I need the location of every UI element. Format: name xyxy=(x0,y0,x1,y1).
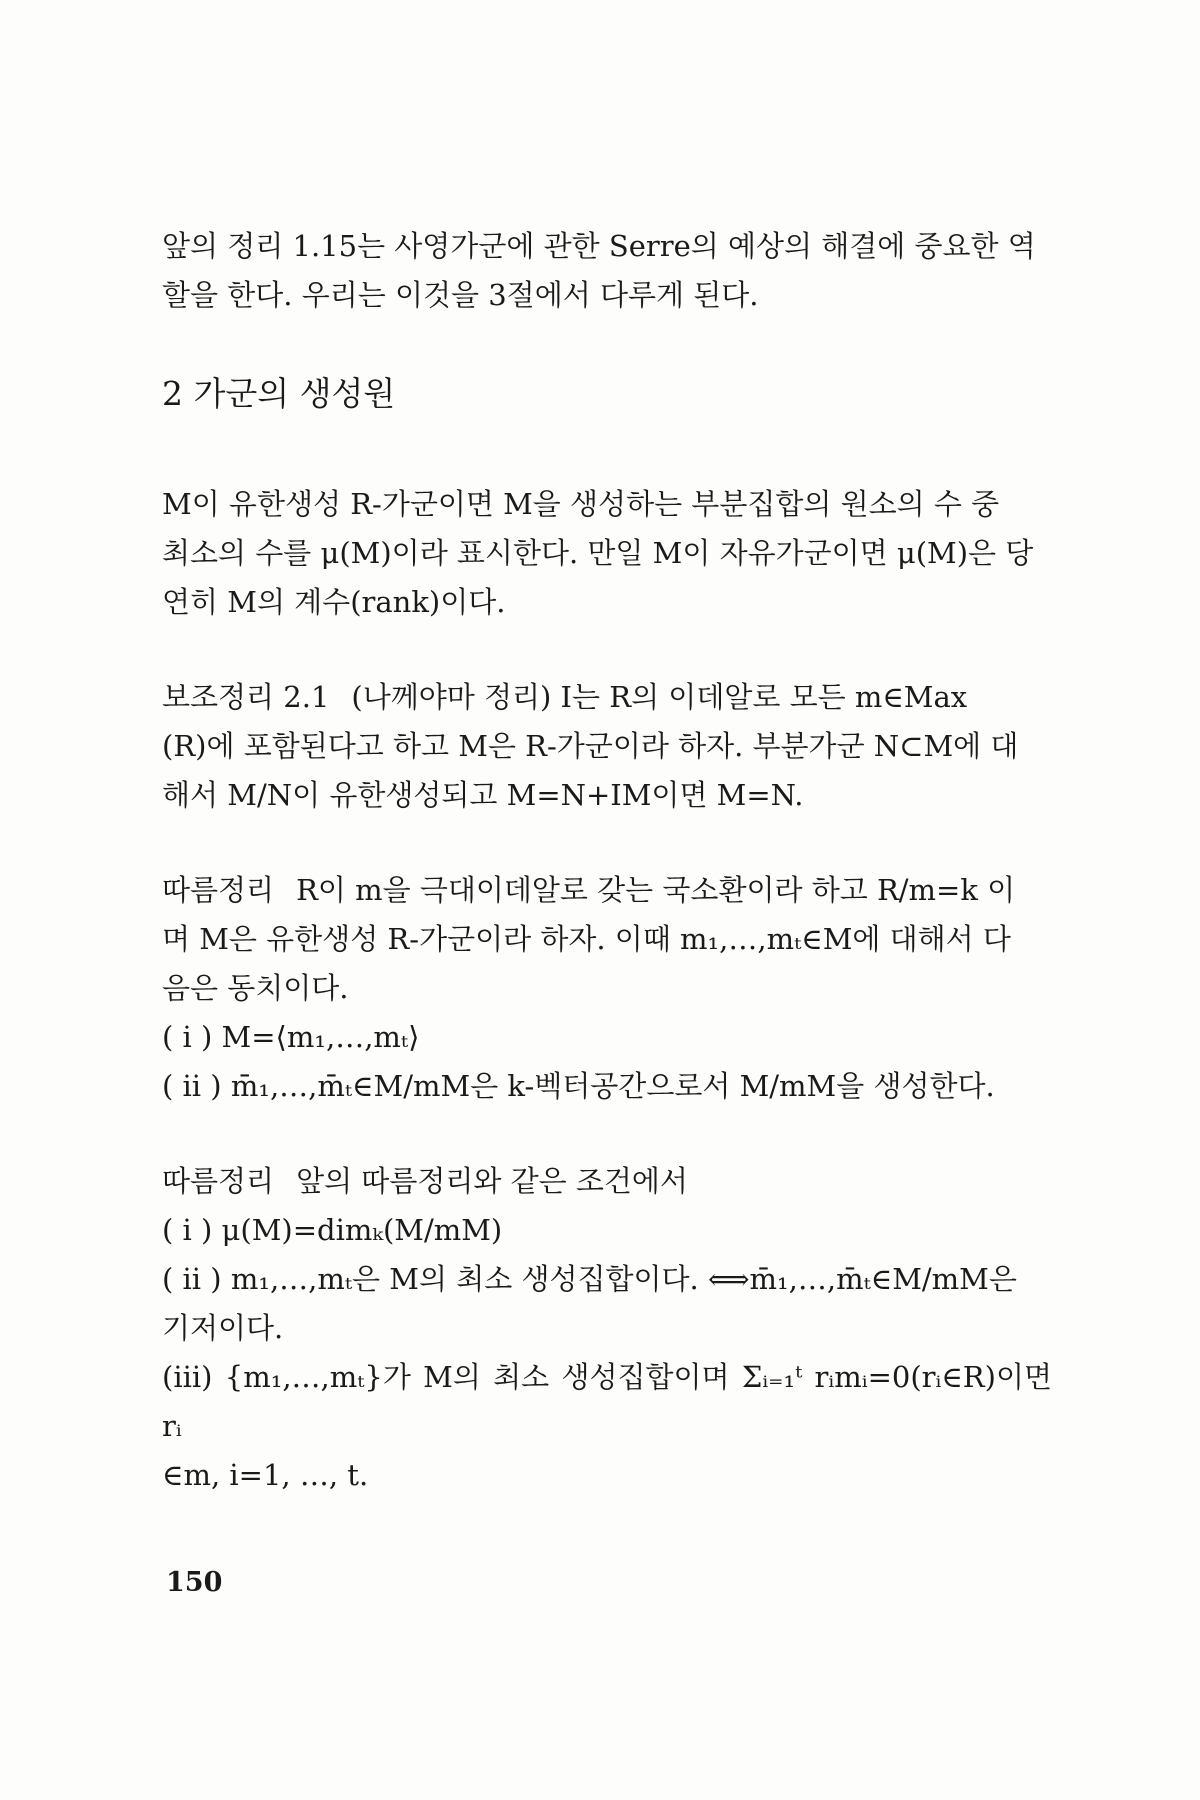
lemma-line: (R)에 포함된다고 하고 M은 R-가군이라 하자. 부분가군 N⊂M에 대 xyxy=(162,729,1019,763)
page-body xyxy=(162,222,1052,1546)
text-line: 최소의 수를 μ(M)이라 표시한다. 만일 M이 자유가군이면 μ(M)은 당 xyxy=(162,536,1034,570)
corollary-line: 며 M은 유한생성 R-가군이라 하자. 이때 m₁,…,mₜ∈M에 대해서 다 xyxy=(162,922,1011,956)
text-line: 연히 M의 계수(rank)이다. xyxy=(162,585,506,619)
corollary-2-block xyxy=(162,1157,1052,1500)
corollary-item-continuation: ∈m, i=1, …, t. xyxy=(162,1458,369,1492)
intro-paragraph xyxy=(162,222,1052,320)
corollary-item: ( i ) M=⟨m₁,…,mₜ⟩ xyxy=(162,1020,420,1054)
text-line: 할을 한다. 우리는 이것을 3절에서 다루게 된다. xyxy=(162,278,759,312)
corollary-line: R이 m을 극대이데알로 갖는 국소환이라 하고 R/m=k 이 xyxy=(296,873,1016,907)
lemma-block xyxy=(162,673,1052,820)
corollary-item: ( i ) μ(M)=dimₖ(M/mM) xyxy=(162,1213,503,1247)
text-line xyxy=(162,866,1052,915)
corollary-label: 따름정리 xyxy=(162,1164,275,1198)
corollary-item-continuation: 기저이다. xyxy=(162,1311,284,1345)
lemma-line: (나께야마 정리) I는 R의 이데알로 모든 m∈Max xyxy=(351,680,968,714)
lemma-line: 해서 M/N이 유한생성되고 M=N+IM이면 M=N. xyxy=(162,778,804,812)
corollary-1-block xyxy=(162,866,1052,1111)
text-line: M이 유한생성 R-가군이면 M을 생성하는 부분집합의 원소의 수 중 xyxy=(162,487,1000,521)
section-title: 2 가군의 생성원 xyxy=(162,374,396,413)
corollary-line: 음은 동치이다. xyxy=(162,971,349,1005)
page-number: 150 xyxy=(166,1567,223,1598)
corollary-intro: 앞의 따름정리와 같은 조건에서 xyxy=(296,1164,688,1198)
corollary-label: 따름정리 xyxy=(162,873,275,907)
corollary-item: ( ii ) m̄₁,…,m̄ₜ∈M/mM은 k-벡터공간으로서 M/mM을 생성한다. xyxy=(162,1069,995,1103)
corollary-item: (iii) {m₁,…,mₜ}가 M의 최소 생성집합이며 Σᵢ₌₁ᵗ rᵢmᵢ=0(rᵢ∈R)이면 rᵢ xyxy=(162,1360,1052,1443)
lemma-label: 보조정리 2.1 xyxy=(162,680,330,714)
text-line: 앞의 정리 1.15는 사영가군에 관한 Serre의 예상의 해결에 중요한 역 xyxy=(162,229,1036,263)
text-line xyxy=(162,673,1052,722)
text-line xyxy=(162,1157,1052,1206)
corollary-item: ( ii ) m₁,…,mₜ은 M의 최소 생성집합이다. ⟺m̄₁,…,m̄ₜ∈M/mM은 xyxy=(162,1262,1017,1296)
definition-paragraph xyxy=(162,480,1052,627)
